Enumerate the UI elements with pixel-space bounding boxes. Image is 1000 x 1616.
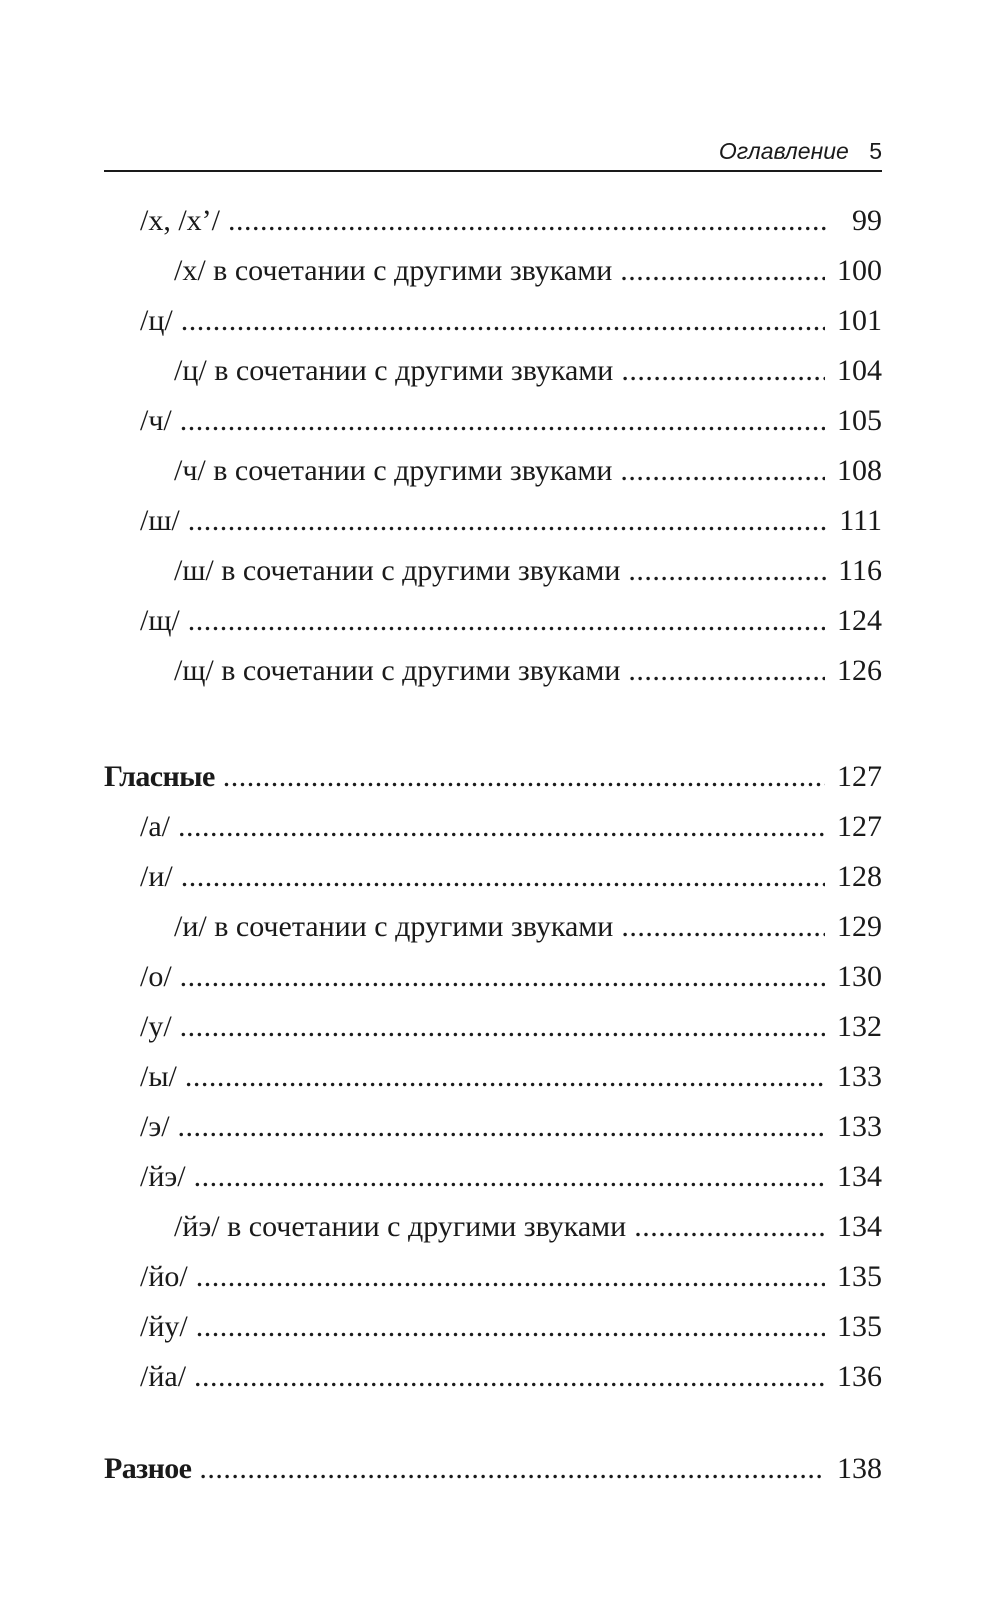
toc-entry[interactable]: [104, 952, 882, 1002]
toc-entry[interactable]: [104, 446, 882, 496]
toc-entry-page: 135: [837, 1310, 882, 1343]
toc-entry-title: /ц/ в сочетании с другими звуками: [174, 354, 614, 387]
toc-entry-page: 99: [852, 204, 882, 237]
toc-entry-title: /ы/: [140, 1060, 177, 1093]
dot-leader: [223, 752, 825, 802]
toc-section-entry[interactable]: [104, 1444, 882, 1494]
toc-entry-page: 100: [837, 254, 882, 287]
toc-entry-page: 129: [837, 910, 882, 943]
toc-entry-page: 111: [839, 504, 882, 537]
toc-entry-title: /ш/: [140, 504, 180, 537]
toc-entry[interactable]: [104, 396, 882, 446]
dot-leader: [196, 1252, 825, 1302]
dot-leader: [621, 346, 825, 396]
toc-entry-title: /йэ/ в сочетании с другими звуками: [174, 1210, 627, 1243]
toc-entry-title: /х/ в сочетании с другими звуками: [174, 254, 613, 287]
toc-entry-page: 128: [837, 860, 882, 893]
table-of-contents: [104, 196, 882, 1494]
toc-entry[interactable]: [104, 546, 882, 596]
toc-entry-title: /ч/ в сочетании с другими звуками: [174, 454, 613, 487]
toc-entry[interactable]: [104, 196, 882, 246]
toc-section-entry[interactable]: [104, 752, 882, 802]
running-header: [104, 132, 882, 170]
toc-entry[interactable]: [104, 1052, 882, 1102]
dot-leader: [180, 1002, 825, 1052]
dot-leader: [185, 1052, 825, 1102]
dot-leader: [628, 546, 826, 596]
toc-entry-page: 127: [837, 760, 882, 793]
dot-leader: [178, 1102, 825, 1152]
toc-entry-page: 135: [837, 1260, 882, 1293]
toc-entry[interactable]: [104, 346, 882, 396]
dot-leader: [620, 446, 825, 496]
toc-entry[interactable]: [104, 802, 882, 852]
dot-leader: [188, 596, 825, 646]
dot-leader: [628, 646, 825, 696]
running-header-page-number: 5: [869, 138, 882, 164]
toc-entry-page: 124: [837, 604, 882, 637]
toc-entry-page: 105: [837, 404, 882, 437]
toc-entry-page: 108: [837, 454, 882, 487]
toc-entry-title: /йо/: [140, 1260, 188, 1293]
toc-entry[interactable]: [104, 1102, 882, 1152]
toc-entry-page: 133: [837, 1060, 882, 1093]
toc-entry-page: 130: [837, 960, 882, 993]
toc-section-title: Гласные: [104, 760, 215, 793]
toc-entry-title: /ч/: [140, 404, 172, 437]
toc-entry-page: 132: [837, 1010, 882, 1043]
toc-entry[interactable]: [104, 1002, 882, 1052]
dot-leader: [178, 802, 825, 852]
dot-leader: [199, 1444, 825, 1494]
toc-section-title: Разное: [104, 1452, 192, 1485]
toc-entry-page: 133: [837, 1110, 882, 1143]
toc-entry[interactable]: [104, 1152, 882, 1202]
toc-entry[interactable]: [104, 1202, 882, 1252]
dot-leader: [180, 952, 825, 1002]
toc-entry[interactable]: [104, 296, 882, 346]
toc-entry-page: 104: [837, 354, 882, 387]
toc-entry-title: /у/: [140, 1010, 172, 1043]
toc-entry[interactable]: [104, 496, 882, 546]
toc-entry-title: /ц/: [140, 304, 173, 337]
dot-leader: [194, 1352, 825, 1402]
header-rule: [104, 170, 882, 172]
toc-entry-page: 138: [837, 1452, 882, 1485]
toc-entry-title: /йа/: [140, 1360, 187, 1393]
dot-leader: [180, 396, 825, 446]
toc-entry[interactable]: [104, 1252, 882, 1302]
toc-entry-title: /х, /х’/: [140, 204, 220, 237]
toc-entry[interactable]: [104, 1352, 882, 1402]
dot-leader: [634, 1202, 825, 1252]
toc-entry-title: /э/: [140, 1110, 170, 1143]
toc-entry-title: /йу/: [140, 1310, 188, 1343]
toc-entry-title: /щ/ в сочетании с другими звуками: [174, 654, 621, 687]
toc-entry-title: /и/: [140, 860, 173, 893]
running-header-title: Оглавление: [718, 138, 849, 164]
toc-entry-title: /и/ в сочетании с другими звуками: [174, 910, 614, 943]
toc-entry-page: 134: [837, 1210, 882, 1243]
toc-entry[interactable]: [104, 596, 882, 646]
toc-entry[interactable]: [104, 902, 882, 952]
dot-leader: [188, 496, 826, 546]
dot-leader: [620, 246, 825, 296]
dot-leader: [196, 1302, 825, 1352]
toc-entry-title: /йэ/: [140, 1160, 186, 1193]
dot-leader: [181, 296, 825, 346]
toc-entry[interactable]: [104, 852, 882, 902]
dot-leader: [621, 902, 825, 952]
toc-entry-page: 127: [837, 810, 882, 843]
toc-entry-page: 101: [837, 304, 882, 337]
toc-entry-page: 126: [837, 654, 882, 687]
dot-leader: [228, 196, 826, 246]
toc-entry[interactable]: [104, 646, 882, 696]
toc-entry-title: /о/: [140, 960, 172, 993]
dot-leader: [181, 852, 825, 902]
toc-entry-title: /щ/: [140, 604, 180, 637]
toc-entry-title: /а/: [140, 810, 170, 843]
toc-entry[interactable]: [104, 1302, 882, 1352]
toc-entry-title: /ш/ в сочетании с другими звуками: [174, 554, 621, 587]
toc-entry-page: 136: [837, 1360, 882, 1393]
toc-entry-page: 116: [838, 554, 882, 587]
dot-leader: [194, 1152, 825, 1202]
toc-entry-page: 134: [837, 1160, 882, 1193]
toc-entry[interactable]: [104, 246, 882, 296]
